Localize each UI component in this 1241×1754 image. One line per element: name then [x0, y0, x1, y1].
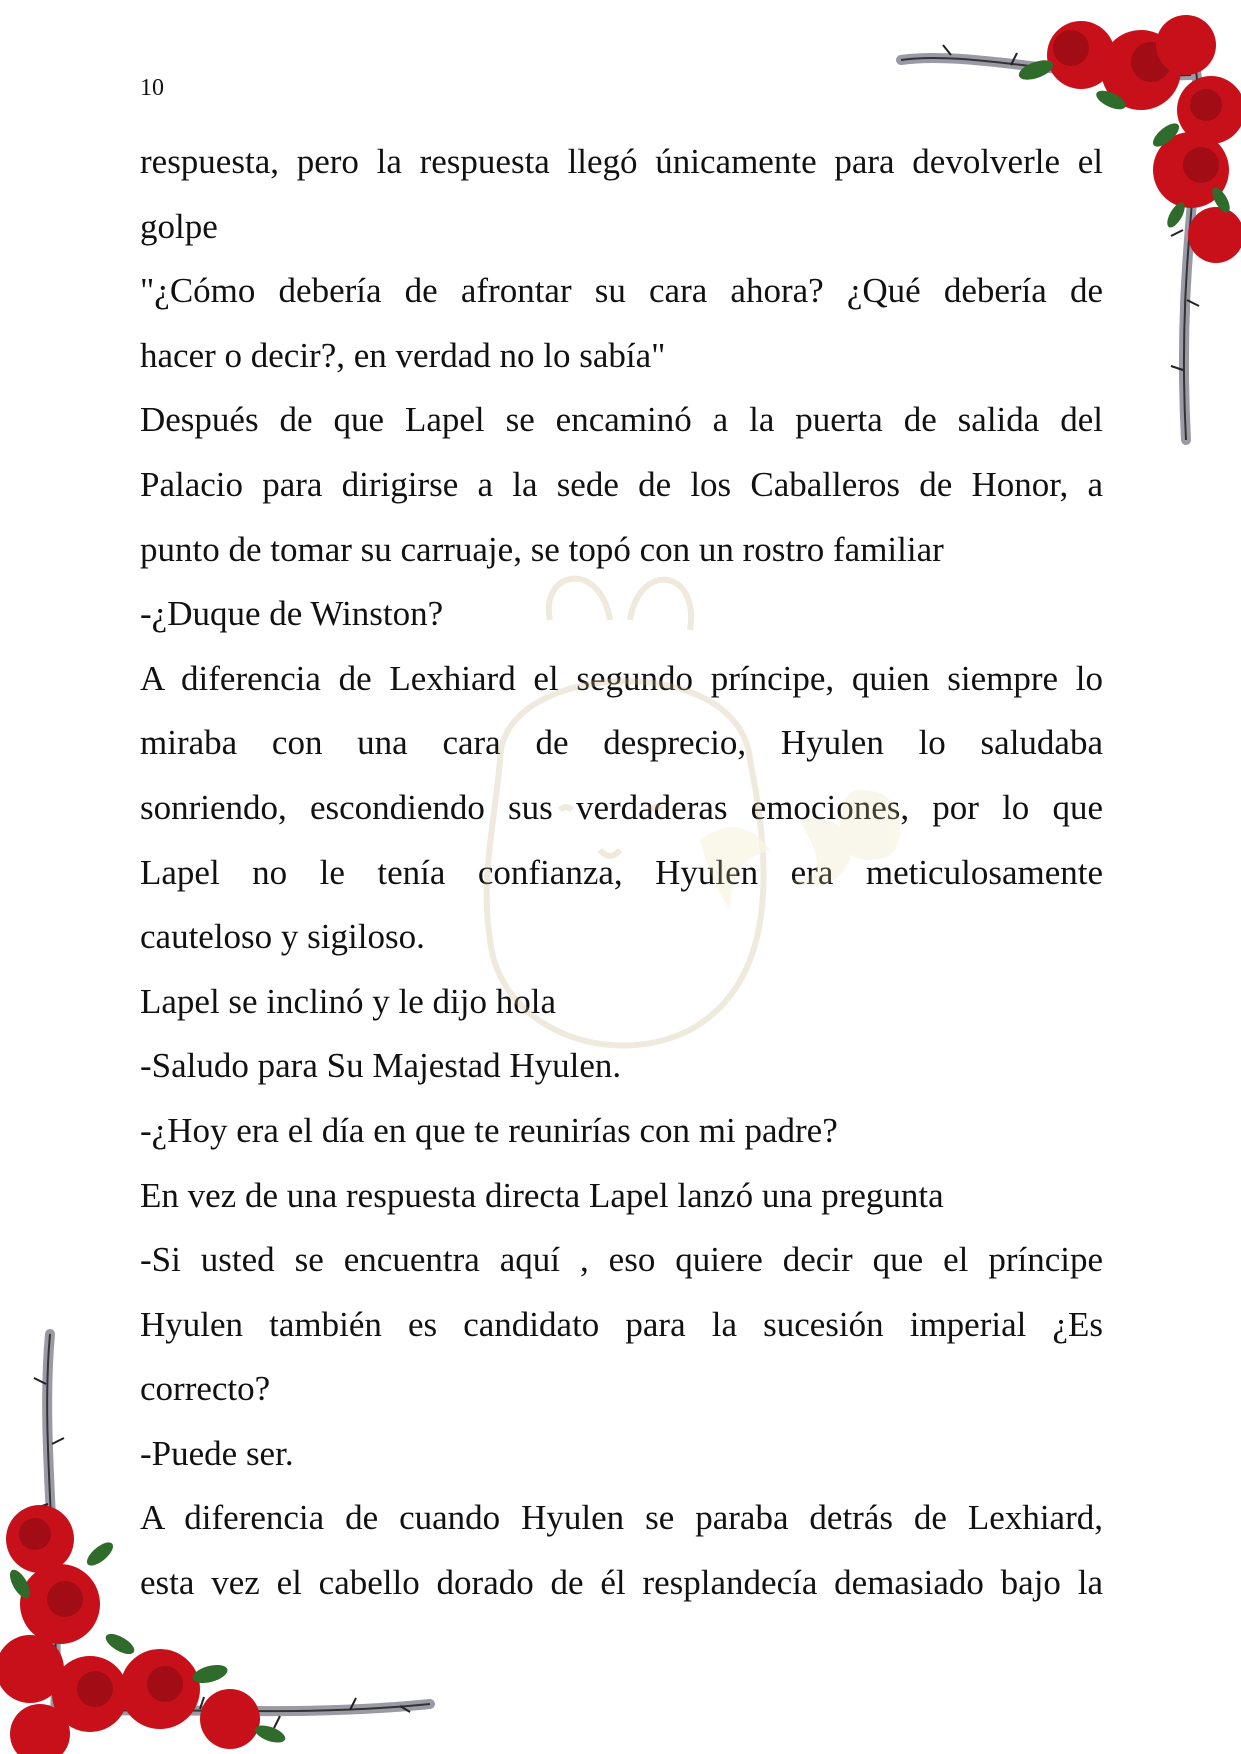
text-line: respuesta, pero la respuesta llegó únicamente para devolverle el	[140, 142, 1103, 181]
text-line: -Saludo para Su Majestad Hyulen.	[140, 1046, 622, 1086]
text-line: A diferencia de cuando Hyulen se paraba detrás de Lexhiard,	[140, 1498, 1103, 1538]
text-line: Lapel se inclinó y le dijo hola	[140, 981, 557, 1021]
text-line: hacer o decir?, en verdad no lo sabía"	[140, 335, 666, 375]
roses	[1047, 15, 1241, 263]
text-line: En vez de una respuesta directa Lapel lanzó una pregunta	[140, 1175, 944, 1215]
text-line: esta vez el cabello dorado de él resplandecía demasiado bajo la	[140, 1563, 1103, 1603]
text-line: cauteloso y sigiloso.	[140, 917, 425, 957]
roses	[0, 1505, 260, 1754]
text-line: golpe	[140, 206, 218, 246]
text-line: Lapel no le tenía confianza, Hyulen era meticulosamente	[140, 852, 1103, 892]
rose-corner-ornament-top-right	[811, 0, 1241, 460]
text-line: Hyulen también es candidato para la sucesión imperial ¿Es	[140, 1304, 1103, 1344]
text-line: "¿Cómo debería de afrontar su cara ahora? ¿Qué debería de	[140, 271, 1103, 311]
text-line: Palacio para dirigirse a la sede de los Caballeros de Honor, a	[140, 464, 1103, 504]
rose-corner-ornament-bottom-left	[0, 1324, 440, 1754]
text-line: punto de tomar su carruaje, se topó con un rostro familiar	[140, 529, 944, 569]
page-number: 10	[140, 75, 164, 101]
text-line: -¿Duque de Winston?	[140, 594, 444, 634]
text-line: -¿Hoy era el día en que te reunirías con mi padre?	[140, 1110, 838, 1150]
text-line: -Puede ser.	[140, 1433, 294, 1473]
text-line: sonriendo, escondiendo sus verdaderas emociones, por lo que	[140, 787, 1103, 827]
text-line: -Si usted se encuentra aquí , eso quiere decir que el príncipe	[140, 1240, 1103, 1280]
text-line: Después de que Lapel se encaminó a la puerta de salida del	[140, 400, 1103, 440]
bunny-watermark	[440, 560, 960, 1120]
text-line: A diferencia de Lexhiard el segundo príncipe, quien siempre lo	[140, 658, 1103, 698]
text-line: miraba con una cara de desprecio, Hyulen lo saludaba	[140, 723, 1103, 763]
text-line: correcto?	[140, 1369, 271, 1409]
